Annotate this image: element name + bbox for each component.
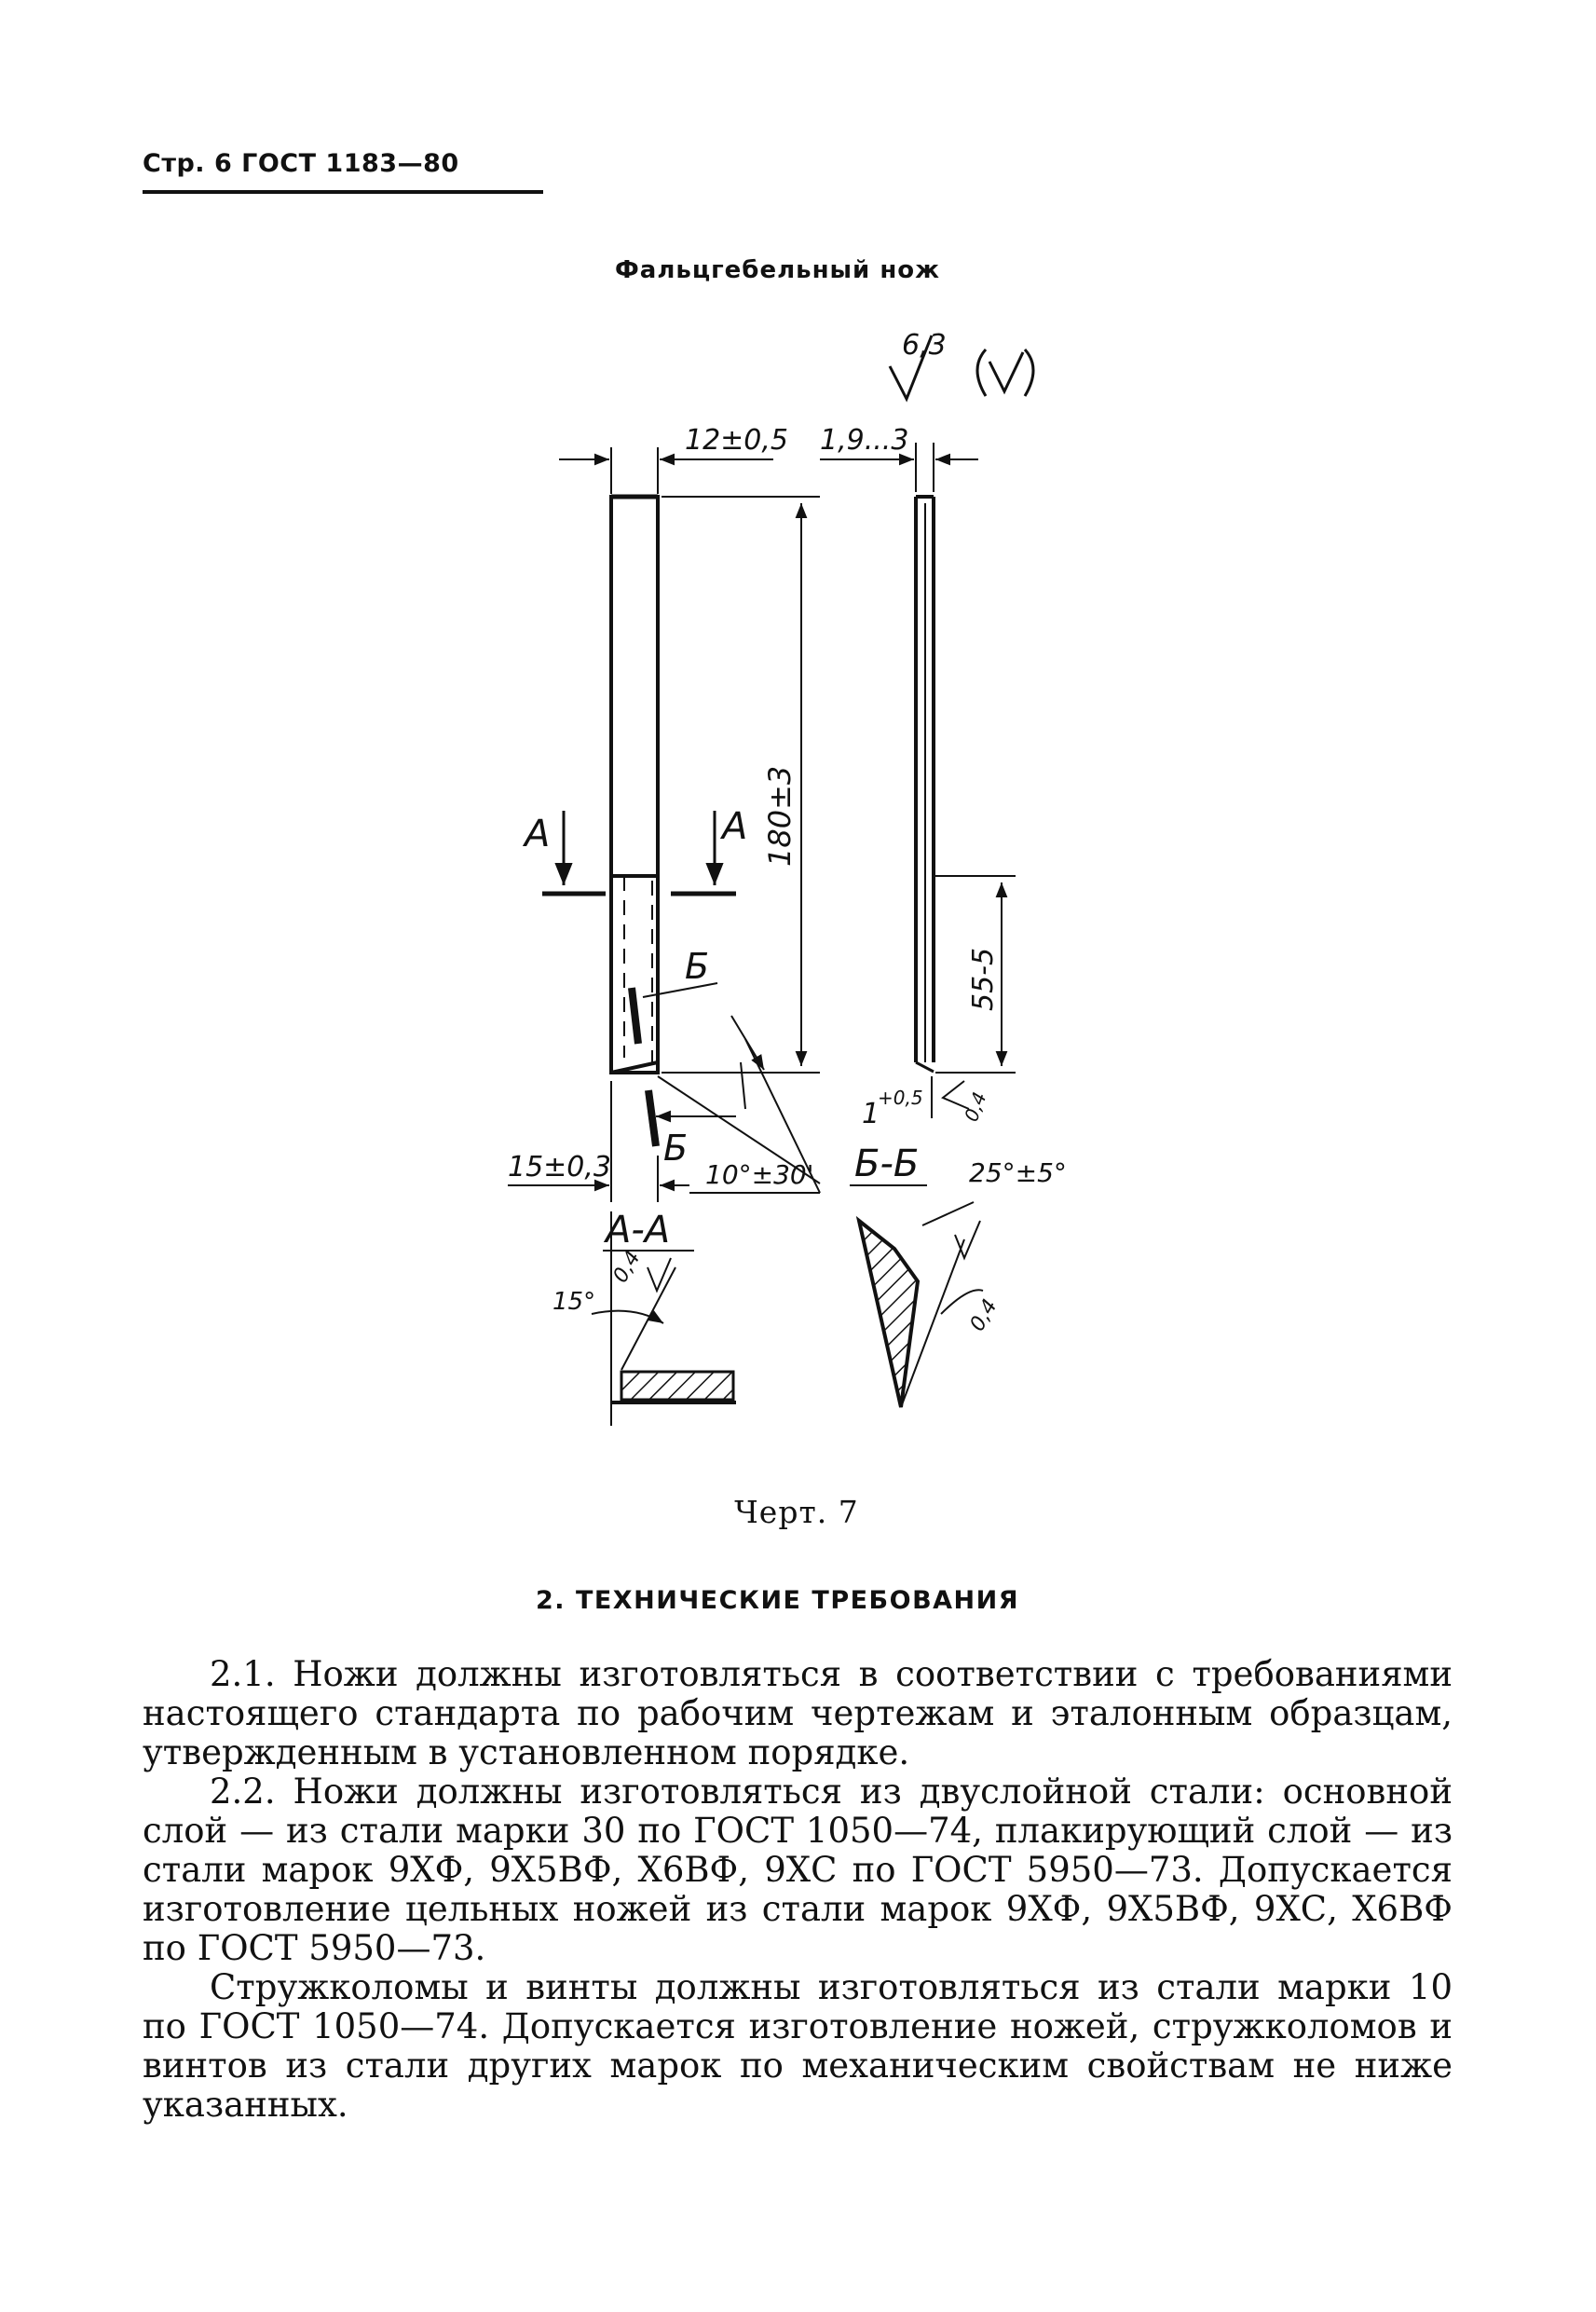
section-aa-angle-label: 15°	[552, 1288, 596, 1316]
section-bb-label: Б-Б	[854, 1142, 920, 1185]
section-a-left-label: А	[525, 813, 551, 855]
knife-front-view	[611, 497, 658, 1146]
dim-width-label: 12±0,5	[685, 424, 789, 457]
roughness-value: 6,3	[902, 329, 947, 362]
dim-thickness-label: 1,9...3	[820, 424, 909, 457]
dim-left-offset-label: 15±0,3	[508, 1151, 612, 1183]
dim-angle-label: 10°±30'	[705, 1159, 814, 1190]
section-bb-angle-label: 25°±5°	[969, 1157, 1067, 1188]
section-aa-roughness-label: 0,4	[608, 1247, 646, 1287]
dim-left-offset	[508, 1081, 689, 1202]
knife-side-view	[916, 497, 934, 1072]
figure-caption: Черт. 7	[734, 1494, 859, 1530]
paragraph: 2.1. Ножи должны изготовляться в соответствии с требованиями настоящего стандарта по рабочим чертежам и эталонным образцам, утвержденным в установленном порядке.	[143, 1654, 1453, 1772]
paragraph: 2.2. Ножи должны изготовляться из двуслойной стали: основной слой — из стали марки 30 по ГОСТ 1050—74, плакирующий слой — из стали марок 9ХФ, 9Х5ВФ, Х6ВФ, 9ХС по ГОСТ 5950—73. Допускается изготовление цельных ножей из стали марок 9ХФ, 9Х5ВФ, 9ХС, Х6ВФ по ГОСТ 5950—73.	[143, 1772, 1453, 1968]
dim-edge-label: 1	[862, 1098, 880, 1130]
section-a-right-label: А	[722, 805, 748, 848]
body-text	[143, 1655, 1453, 2125]
view-b-bottom-label: Б	[663, 1128, 689, 1169]
section-heading: 2. ТЕХНИЧЕСКИЕ ТРЕБОВАНИЯ	[536, 1586, 1020, 1615]
dim-edge-roughness-label: 0,4	[960, 1088, 991, 1125]
page-header-text: Стр. 6 ГОСТ 1183—80	[143, 149, 459, 178]
paragraph: Стружколомы и винты должны изготовляться из стали марки 10 по ГОСТ 1050—74. Допускается изготовление ножей, стружколомов и винтов из стали других марок по механическим свойствам не ниже указанных.	[143, 1967, 1453, 2125]
figure-title: Фальцгебельный нож	[615, 256, 941, 284]
view-b-top-label: Б	[685, 946, 710, 987]
section-aa-label: А-А	[606, 1209, 671, 1252]
dim-edge-tol-label: +0,5	[878, 1087, 923, 1109]
section-a-markers	[542, 811, 736, 894]
section-bb-roughness-label: 0,4	[965, 1295, 1003, 1335]
dim-length-label: 180±3	[762, 765, 798, 867]
dim-bevel-length-label: 55-5	[967, 947, 1000, 1011]
section-bb-drawing	[859, 1202, 983, 1407]
